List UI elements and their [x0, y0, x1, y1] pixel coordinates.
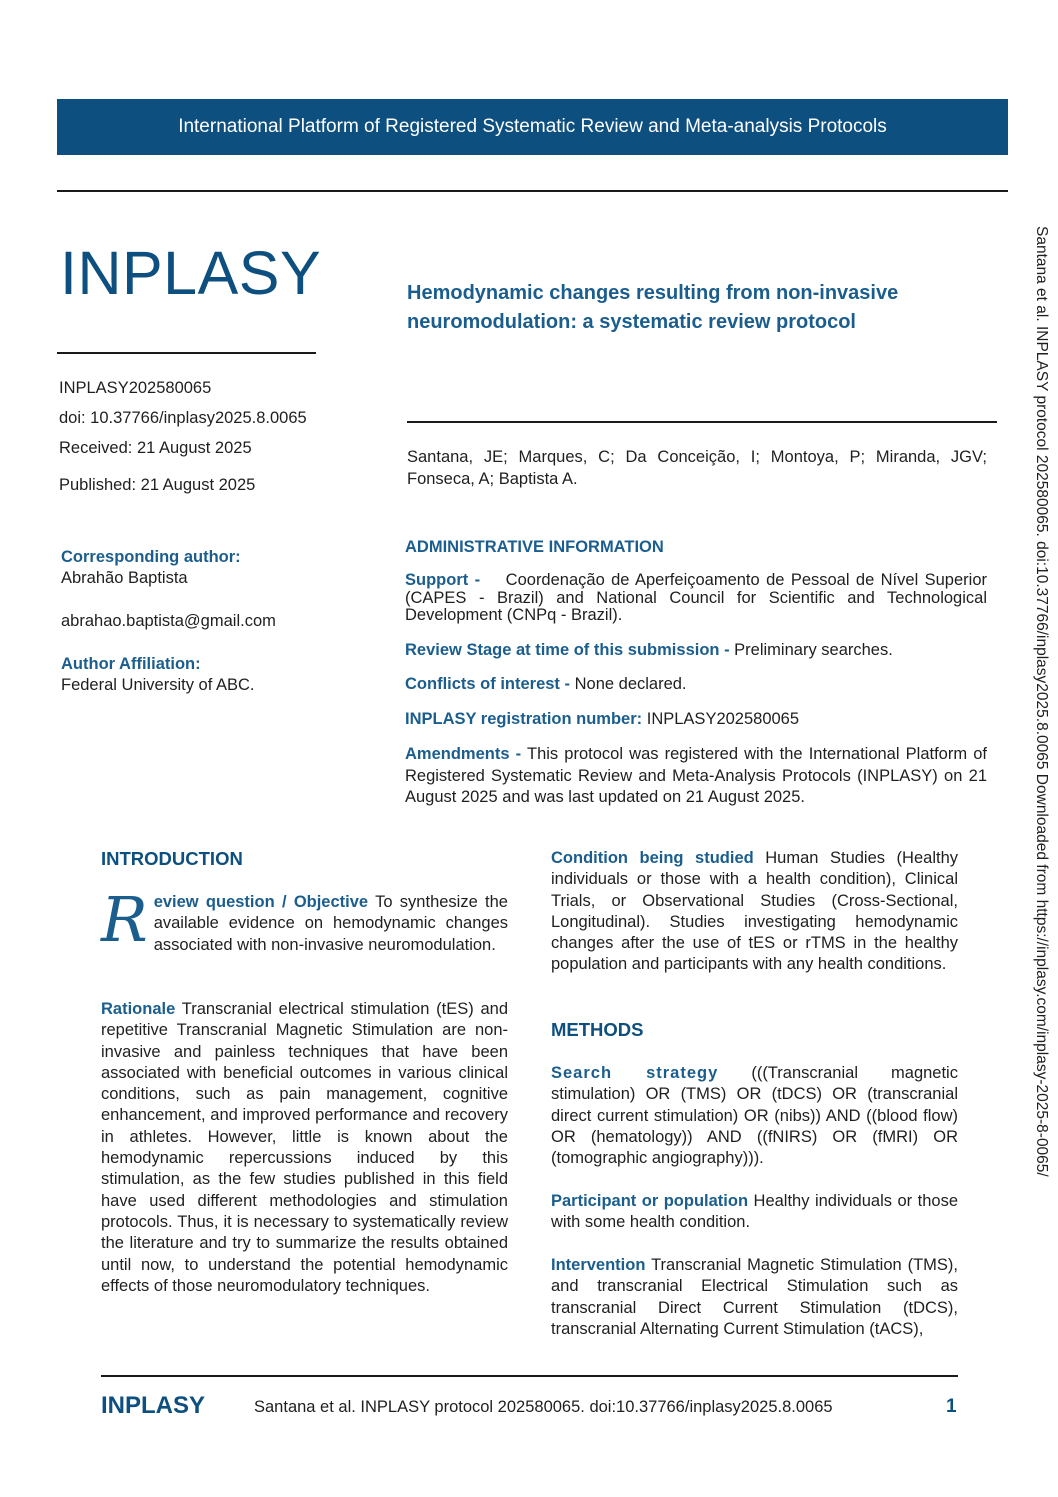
condition-text: Human Studies (Healthy individuals or those with a health condition), Clinical Trials, or Observational Studies (Cross-Sectional, Longitudinal). Studies investigating hemodynamic changes after the use of tES or rTMS in the healthy population and participants with any health conditions.: [551, 849, 958, 974]
protocol-id: INPLASY202580065: [59, 379, 212, 397]
vertical-download-note: Santana et al. INPLASY protocol 202580065. doi:10.37766/inplasy2025.8.0065 Downloaded from https://inplasy.com/inplasy-2025-8-0065/: [1033, 226, 1050, 1177]
condition-label: Condition being studied: [551, 849, 754, 867]
support-label: Support -: [405, 571, 481, 589]
amendments-text: This protocol was registered with the International Platform of Registered Systematic Review and Meta-Analysis Protocols (INPLASY) on 21 August 2025 and was last updated on 21 August 2025.: [405, 745, 987, 806]
participant-label: Participant or population: [551, 1192, 749, 1210]
search-strategy-text: (((Transcranial magnetic stimulation) OR (TMS) OR (tDCS) OR (transcranial direct current stimulation) OR (nibs)) AND ((blood flow) OR (hematology)) AND ((fNIRS) OR (fMRI) OR (tomographic angiography))).: [551, 1064, 958, 1168]
published-date: Published: 21 August 2025: [59, 476, 256, 494]
admin-heading: ADMINISTRATIVE INFORMATION: [405, 538, 664, 556]
search-strategy-label: Search strategy: [551, 1064, 719, 1082]
drop-cap: R: [101, 883, 148, 956]
rationale-label: Rationale: [101, 1000, 176, 1018]
rationale-text: Transcranial electrical stimulation (tES) and repetitive Transcranial Magnetic Stimulation are non-invasive and painless techniques that have been associated with beneficial outcomes in various clinical conditions, such as pain management, cognitive enhancement, and improved performance and recovery in athletes. However, little is known about the hemodynamic repercussions induced by this stimulation, as the few studies published in this field have used different methodologies and stimulation protocols. Thus, it is necessary to systematically review the literature and try to summarize the results obtained until now, to understand the potential hemodynamic effects of those neuromodulatory techniques.: [101, 1000, 508, 1295]
participant-paragraph: [551, 1191, 958, 1234]
registration-label: INPLASY registration number:: [405, 710, 643, 728]
rationale-paragraph: [101, 999, 508, 1297]
intervention-text: Transcranial Magnetic Stimulation (TMS), and transcranial Electrical Stimulation such as transcranial Direct Current Stimulation (tDCS), transcranial Alternating Current Stimulation (tACS),: [551, 1256, 958, 1338]
header-rule: [57, 190, 1008, 192]
amendments-label: Amendments -: [405, 745, 522, 763]
title-rule: [407, 421, 997, 423]
brand-logo: INPLASY: [60, 239, 322, 307]
amendments: [405, 744, 987, 809]
condition-paragraph: [551, 848, 958, 976]
review-question-paragraph: [101, 883, 508, 956]
review-stage-label: Review Stage at time of this submission -: [405, 641, 730, 659]
affiliation: Federal University of ABC.: [61, 676, 255, 694]
doi: doi: 10.37766/inplasy2025.8.0065: [59, 409, 307, 427]
methods-heading: METHODS: [551, 1019, 644, 1040]
paper-title: Hemodynamic changes resulting from non-invasive neuromodulation: a systematic review protocol: [407, 282, 899, 333]
participant-text: Healthy individuals or those with some health condition.: [551, 1192, 958, 1232]
support-text: Coordenação de Aperfeiçoamento de Pessoal de Nível Superior (CAPES - Brazil) and National Council for Scientific and Technological Development (CNPq - Brazil).: [405, 571, 987, 624]
search-strategy-paragraph: [551, 1063, 958, 1169]
brand-rule: [57, 352, 316, 354]
registration-number: [405, 710, 987, 729]
corresponding-author-email[interactable]: abrahao.baptista@gmail.com: [61, 612, 276, 630]
conflicts-text: None declared.: [574, 675, 687, 693]
intervention-paragraph: [551, 1255, 958, 1340]
introduction-heading: INTRODUCTION: [101, 848, 243, 869]
support-paragraph: [405, 572, 987, 625]
corresponding-author-name: Abrahão Baptista: [61, 569, 188, 587]
review-stage-text: Preliminary searches.: [734, 641, 893, 659]
conflicts-label: Conflicts of interest -: [405, 675, 571, 693]
review-question-label: eview question / Objective: [153, 893, 369, 911]
review-question-text: To synthesize the available evidence on hemodynamic changes associated with non-invasive neuromodulation.: [153, 893, 508, 954]
corresponding-author-label: Corresponding author:: [61, 548, 241, 566]
affiliation-label: Author Affiliation:: [61, 655, 201, 673]
page-number: 1: [946, 1396, 957, 1417]
author-list: Santana, JE; Marques, C; Da Conceição, I; Montoya, P; Miranda, JGV; Fonseca, A; Baptista A.: [407, 448, 987, 488]
conflicts: [405, 675, 987, 694]
footer-brand: INPLASY: [101, 1392, 206, 1419]
intervention-label: Intervention: [551, 1256, 646, 1274]
footer-citation: Santana et al. INPLASY protocol 202580065. doi:10.37766/inplasy2025.8.0065: [254, 1398, 833, 1416]
header-banner: International Platform of Registered Systematic Review and Meta-analysis Protocols: [57, 99, 1008, 155]
footer-rule: [101, 1375, 958, 1377]
review-stage: [405, 641, 987, 660]
received-date: Received: 21 August 2025: [59, 439, 252, 457]
registration-text: INPLASY202580065: [646, 710, 800, 728]
